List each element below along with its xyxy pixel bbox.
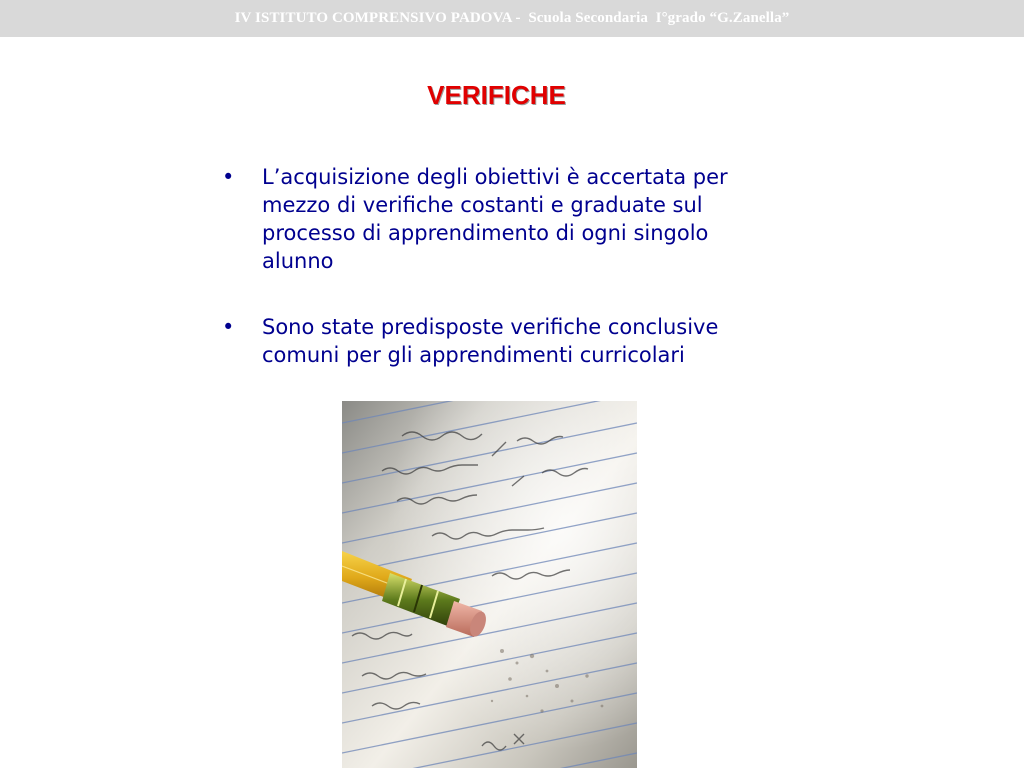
pencil-on-paper-photo [342, 401, 637, 768]
bullet-text: Sono state predisposte verifiche conclusive comuni per gli apprendimenti curricolari [262, 315, 719, 367]
header-text: IV ISTITUTO COMPRENSIVO PADOVA - Scuola Secondaria I°grado “G.Zanella” [234, 10, 790, 26]
bullet-item [222, 313, 762, 369]
bullet-marker: • [222, 315, 235, 339]
bullet-list [222, 163, 762, 369]
bullet-text: L’acquisizione degli obiettivi è accertata per mezzo di verifiche costanti e graduate sul processo di apprendimento di ogni singolo alunno [262, 165, 728, 273]
slide-title: VERIFICHE [427, 80, 566, 110]
bullet-marker: • [222, 165, 235, 189]
bullet-item [222, 163, 762, 275]
